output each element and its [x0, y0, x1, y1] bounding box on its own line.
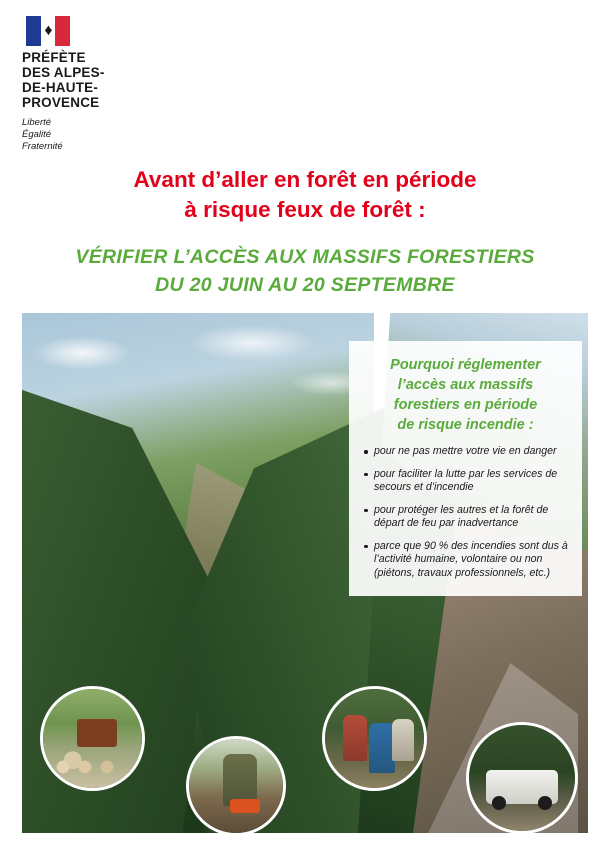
- republic-motto: [22, 117, 202, 153]
- thumb-4-content: [469, 725, 575, 831]
- info-panel: [349, 341, 582, 596]
- subtitle-line-2: DU 20 JUIN AU 20 SEPTEMBRE: [155, 274, 455, 296]
- off-road-vehicle-photo: [466, 722, 578, 834]
- thumb-2-content: [189, 739, 283, 833]
- info-panel-bullet-list: [363, 445, 568, 580]
- hikers-group-photo: [322, 686, 427, 791]
- list-item: pour faciliter la lutte par les services de secours et d’incendie: [363, 468, 568, 495]
- thumb-1-content: [43, 689, 142, 788]
- chainsaw: [230, 799, 260, 813]
- hiker-figure: [369, 723, 395, 773]
- off-road-vehicle: [486, 770, 558, 804]
- marianne-icon: ♦: [44, 22, 53, 39]
- info-panel-title-line-2: l’accès aux massifs: [397, 377, 534, 393]
- info-panel-title-line-3: forestiers en période: [393, 397, 538, 413]
- poster-subtitle: [0, 243, 610, 299]
- french-flag-icon: [26, 16, 70, 46]
- thumb-3-content: [325, 689, 424, 788]
- motto-line-2: Égalité: [22, 129, 52, 140]
- list-item: parce que 90 % des incendies sont dus à l’activité humaine, volontaire ou non (piétons, travaux professionnels, etc.): [363, 540, 568, 581]
- prefecture-name-line-4: PROVENCE: [22, 95, 100, 110]
- chainsaw-worker-photo: [186, 736, 286, 836]
- info-panel-title: [363, 355, 568, 435]
- forestry-machine: [77, 719, 117, 747]
- list-item: pour ne pas mettre votre vie en danger: [363, 445, 568, 459]
- poster-main-title: [0, 165, 610, 225]
- main-title-line-1: Avant d’aller en forêt en période: [133, 167, 477, 192]
- prefecture-name-line-1: PRÉFÈTE: [22, 50, 86, 65]
- prefecture-name: [22, 50, 202, 110]
- subtitle-line-1: VÉRIFIER L’ACCÈS AUX MASSIFS FORESTIERS: [75, 246, 535, 268]
- list-item: pour protéger les autres et la forêt de départ de feu par inadvertance: [363, 504, 568, 531]
- cut-logs: [51, 754, 123, 780]
- motto-line-3: Fraternité: [22, 141, 63, 152]
- info-panel-title-line-4: de risque incendie :: [397, 417, 534, 433]
- hiker-figure: [392, 719, 414, 761]
- forestry-machine-logs-photo: [40, 686, 145, 791]
- prefecture-logo-block: [22, 16, 202, 153]
- main-title-line-2: à risque feux de forêt :: [184, 197, 426, 222]
- info-panel-title-line-1: Pourquoi réglementer: [390, 357, 541, 373]
- motto-line-1: Liberté: [22, 117, 52, 128]
- prefecture-name-line-2: DES ALPES-: [22, 65, 105, 80]
- prefecture-name-line-3: DE-HAUTE-: [22, 80, 99, 95]
- hiker-figure: [343, 715, 367, 761]
